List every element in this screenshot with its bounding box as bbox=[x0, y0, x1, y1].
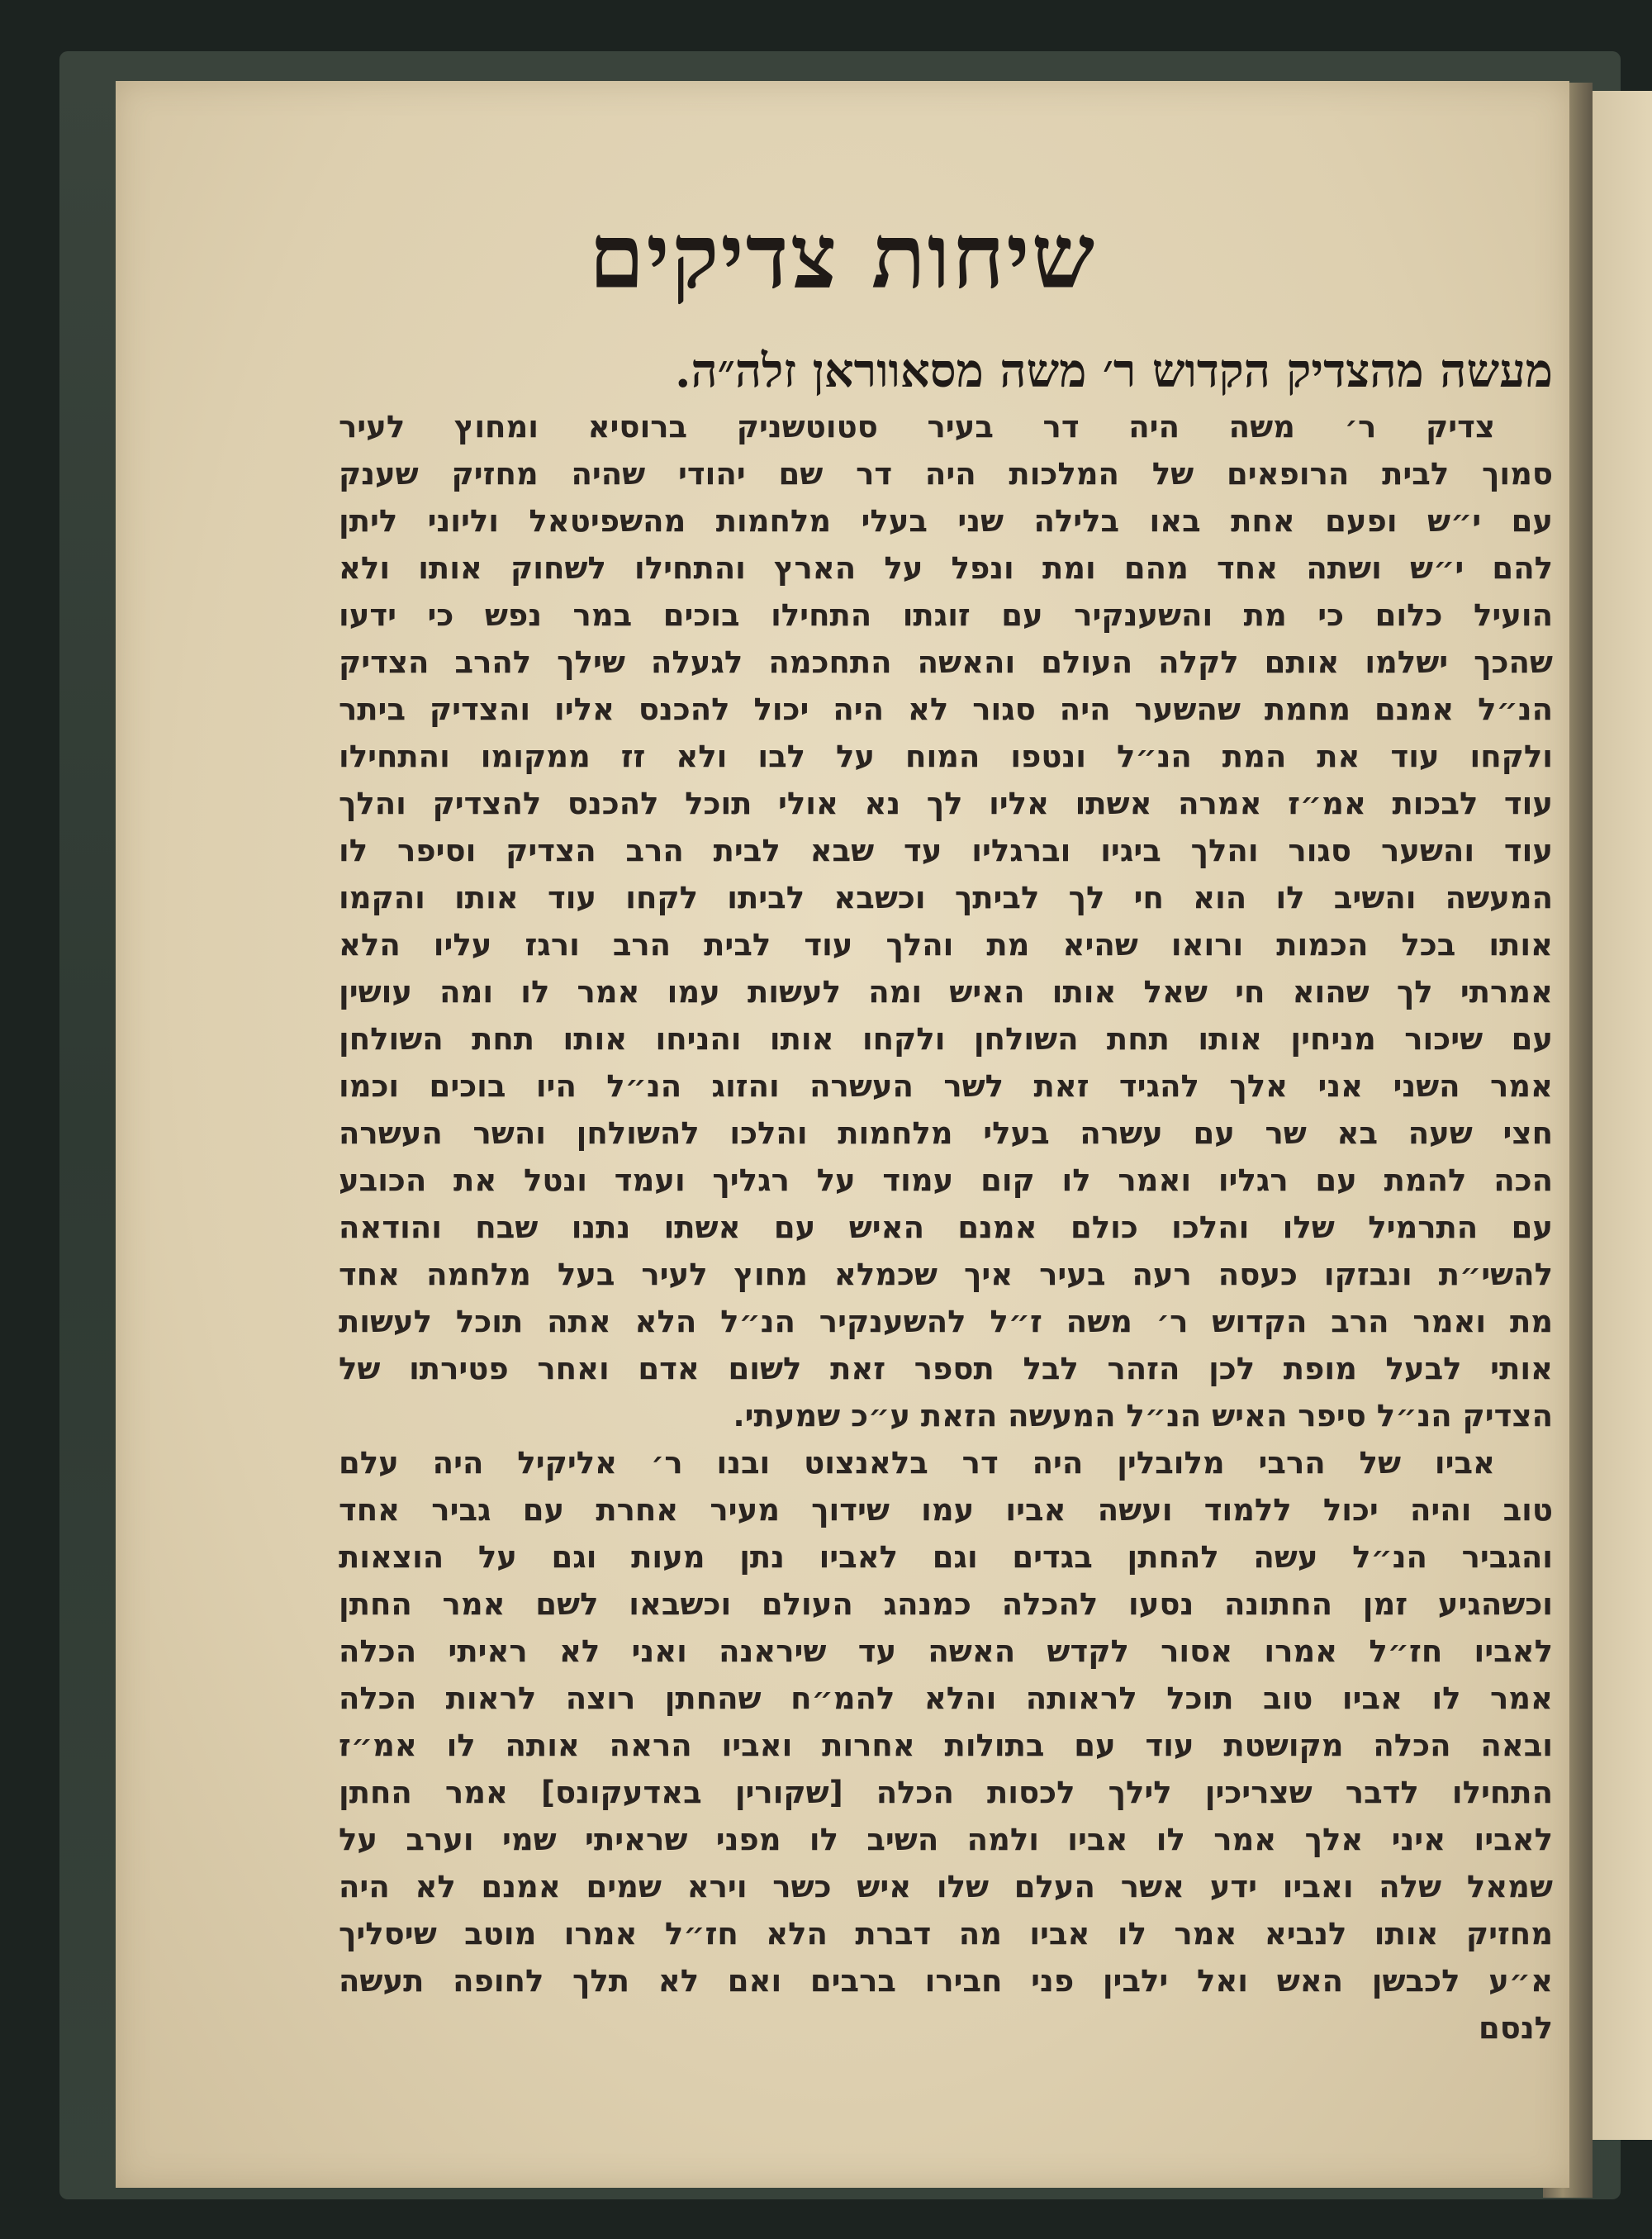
text-line: שמאל שלה ואביו ידע אשר העלם שלו איש כשר וירא שמים אמנם לא היה bbox=[339, 1869, 1553, 1904]
text-line: א״ע לכבשן האש ואל ילבין פני חבירו ברבים ואם לא תלך לחופה תעשה bbox=[339, 1963, 1553, 1999]
story-heading: מעשה מהצדיק הקדוש ר׳ משה מסאווראן זלה״ה. bbox=[674, 344, 1553, 398]
text-line: הועיל כלום כי מת והשענקיר עם זוגתו התחילו בוכים במר נפש כי ידעו bbox=[339, 597, 1553, 633]
text-line: התחילו לדבר שצריכין לילך לכסות הכלה [שקורין באדעקונס] אמר החתן bbox=[339, 1775, 1553, 1810]
text-line: לאביו חז״ל אמרו אסור לקדש האשה עד שיראנה ואני לא ראיתי הכלה bbox=[339, 1633, 1553, 1669]
text-line: אותו בכל הכמות ורואו שהיא מת והלך עוד לבית הרב ורגז עליו הלא bbox=[339, 927, 1553, 963]
text-line: חצי שעה בא שר עם עשרה בעלי מלחמות והלכו להשולחן והשר העשרה bbox=[339, 1115, 1553, 1151]
text-line: אמר לו אביו טוב תוכל לראותה והלא להמ״ח שהחתן רוצה לראות הכלה bbox=[339, 1680, 1553, 1716]
text-line: טוב והיה יכול ללמוד ועשה אביו עמו שידוך מעיר אחרת עם גביר אחד bbox=[339, 1492, 1553, 1528]
text-line: עם י״ש ופעם אחת באו בלילה שני בעלי מלחמות מהשפיטאל וליוני ליתן bbox=[339, 503, 1553, 539]
text-line: עם התרמיל שלו והלכו כולם אמנם האיש עם אשתו נתנו שבח והודאה bbox=[339, 1210, 1553, 1245]
text-line: לנסם bbox=[1478, 2010, 1553, 2046]
text-line: להשי״ת ונבזקו כעסה רעה בעיר איך שכמלא מחוץ לעיר בעל מלחמה אחד bbox=[339, 1257, 1553, 1292]
text-line: הנ״ל אמנם מחמת שהשער היה סגור לא היה יכול להכנס אליו והצדיק ביתר bbox=[339, 692, 1553, 727]
text-line: אותי לבעל מופת לכן הזהר לבל תספר זאת לשום אדם ואחר פטירתו של bbox=[339, 1351, 1553, 1386]
text-line: הכה להמת עם רגליו ואמר לו קום עמוד על רגליך ועמד ונטל את הכובע bbox=[339, 1162, 1553, 1198]
book-page bbox=[116, 81, 1569, 2188]
text-line: לאביו איני אלך אמר לו אביו ולמה השיב לו מפני שראיתי שמי וערב על bbox=[339, 1822, 1553, 1857]
body-text bbox=[339, 403, 1553, 2051]
text-line: עם שיכור מניחין אותו תחת השולחן ולקחו אותו והניחו אותו תחת השולחן bbox=[339, 1021, 1553, 1057]
text-line: ולקחו עוד את המת הנ״ל ונטפו המוח על לבו ולא זז ממקומו והתחילו bbox=[339, 739, 1553, 774]
text-line: מחזיק אותו לנביא אמר לו אביו מה דברת הלא חז״ל אמרו מוטב שיסליך bbox=[339, 1916, 1553, 1951]
text-line: שהכך ישלמו אותם לקלה העולם והאשה התחכמה לגעלה שילך להרב הצדיק bbox=[339, 644, 1553, 680]
text-line: עוד לבכות אמ״ז אמרה אשתו אליו לך נא אולי תוכל להכנס להצדיק והלך bbox=[339, 786, 1553, 821]
text-line: אביו של הרבי מלובלין היה דר בלאנצוט ובנו ר׳ אליקיל היה עלם bbox=[339, 1445, 1495, 1481]
text-line: סמוך לבית הרופאים של המלכות היה דר שם יהודי שהיה מחזיק שענק bbox=[339, 456, 1553, 492]
text-line: אמרתי לך שהוא חי שאל אותו האיש ומה לעשות עמו אמר לו ומה עושין bbox=[339, 974, 1553, 1010]
text-line: מת ואמר הרב הקדוש ר׳ משה ז״ל להשענקיר הנ״ל הלא אתה תוכל לעשות bbox=[339, 1304, 1553, 1339]
text-line: ובאה הכלה מקושטת עוד עם בתולות אחרות ואביו הראה אותה לו אמ״ז bbox=[339, 1728, 1553, 1763]
text-line: הצדיק הנ״ל סיפר האיש הנ״ל המעשה הזאת ע״כ שמעתי. bbox=[733, 1398, 1553, 1433]
text-line: והגביר הנ״ל עשה להחתן בגדים וגם לאביו נתן מעות וגם על הוצאות bbox=[339, 1539, 1553, 1575]
text-line: המעשה והשיב לו הוא חי לך לביתך וכשבא לביתו לקחו עוד אותו והקמו bbox=[339, 880, 1553, 915]
text-line: וכשהגיע זמן החתונה נסעו להכלה כמנהג העולם וכשבאו לשם אמר החתן bbox=[339, 1586, 1553, 1622]
text-line: להם י״ש ושתה אחד מהם ומת ונפל על הארץ והתחילו לשחוק אותו ולא bbox=[339, 550, 1553, 586]
text-line: עוד והשער סגור והלך ביגיו וברגליו עד שבא לבית הרב הצדיק וסיפר לו bbox=[339, 833, 1553, 868]
page-title: שיחות צדיקים bbox=[588, 205, 1097, 309]
text-line: אמר השני אני אלך להגיד זאת לשר העשרה והזוג הנ״ל היו בוכים וכמו bbox=[339, 1068, 1553, 1104]
text-line: צדיק ר׳ משה היה דר בעיר סטוטשניק ברוסיא ומחוץ לעיר bbox=[339, 409, 1495, 444]
